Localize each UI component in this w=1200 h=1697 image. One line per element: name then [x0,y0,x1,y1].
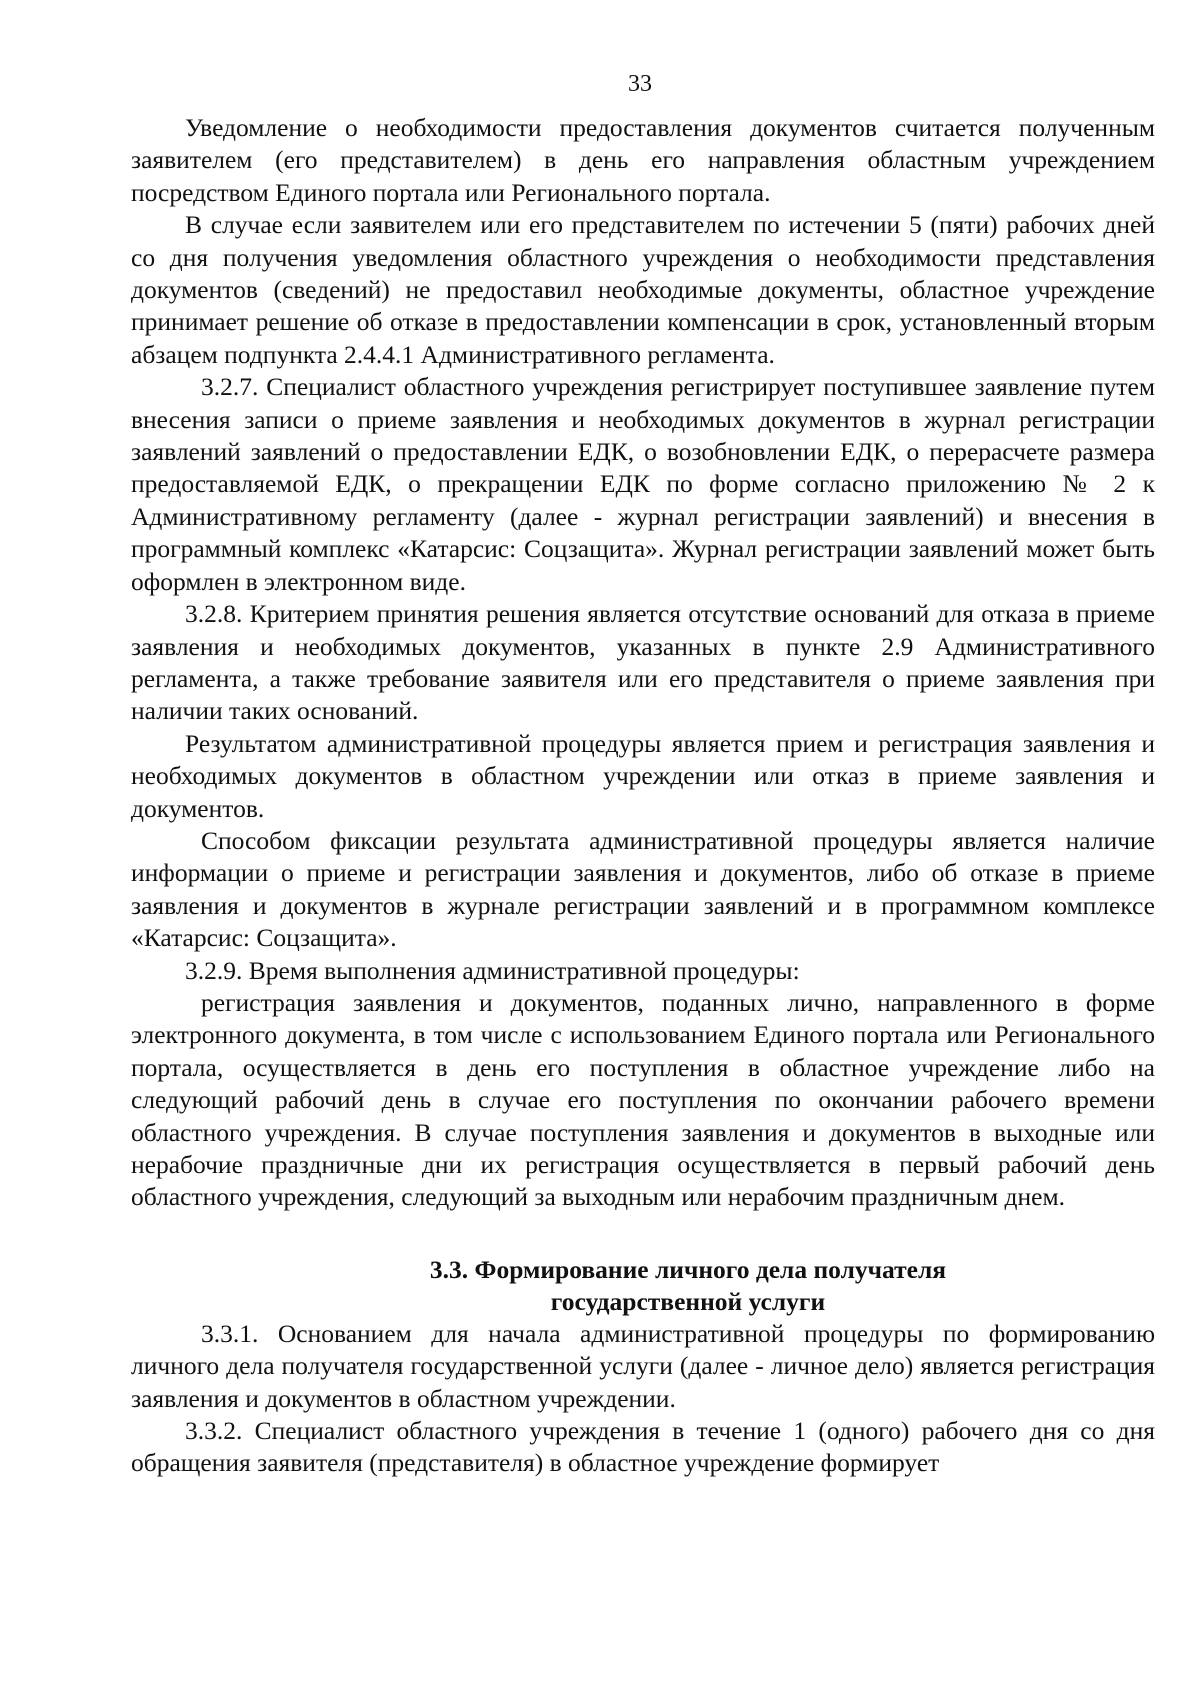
paragraph-3-2-9: 3.2.9. Время выполнения административной процедуры: [185,955,800,985]
paragraph-registration-time: регистрация заявления и документов, поданных лично, направленного в форме электронного документа, в том числе с использованием Единого портала или Регионального портала, осуществляется в день его поступления в областное учреждение либо на следующий рабочий день в случае его поступления по окончании рабочего времени областного учреждения. В случае поступления заявления и документов в выходные или нерабочие праздничные дни их регистрация осуществляется в первый рабочий день областного учреждения, следующий за выходным или нерабочим праздничным днем. [131,987,1155,1212]
paragraph-notice-received: Уведомление о необходимости предоставления документов считается полученным заявителем (его представителем) в день его направления областным учреждением посредством Единого портала или Регионального портала. [131,113,1155,207]
page-number: 33 [628,71,652,97]
paragraph-result: Результатом административной процедуры является прием и регистрация заявления и необходимых документов в областном учреждении или отказ в приеме заявления и документов. [131,728,1155,823]
paragraph-fixation-method: Способом фиксации результата административной процедуры является наличие информации о приеме и регистрации заявления и документов, либо об отказе в приеме заявления и документов в журнале регистрации заявлений и в программном комплексе «Катарсис: Соцзащита». [131,825,1155,953]
document-body [131,112,1155,1480]
paragraph-refusal-condition: В случае если заявителем или его представителем по истечении 5 (пяти) рабочих дней со дня получения уведомления областного учреждения о необходимости представления документов (сведений) не предоставил необходимые документы, областное учреждение принимает решение об отказе в предоставлении компенсации в срок, установленный вторым абзацем подпункта 2.4.4.1 Административного регламента. [131,210,1155,369]
paragraph-3-3-2: 3.3.2. Специалист областного учреждения в течение 1 (одного) рабочего дня со дня обращения заявителя (представителя) в областное учреждение формирует [131,1416,1155,1478]
section-heading-line-2: государственной услуги [550,1286,826,1316]
section-heading-3-3 [131,1254,1155,1318]
paragraph-3-2-8: 3.2.8. Критерием принятия решения является отсутствие оснований для отказа в приеме заявления и необходимых документов, указанных в пункте 2.9 Административного регламента, а также требование заявителя или его представителя о приеме заявления при наличии таких оснований. [131,599,1155,726]
paragraph-3-2-7: 3.2.7. Специалист областного учреждения регистрирует поступившее заявление путем внесения записи о приеме заявления и необходимых документов в журнал регистрации заявлений заявлений о предоставлении ЕДК, о возобновлении ЕДК, о перерасчете размера предоставляемой ЕДК, о прекращении ЕДК по форме согласно приложению № 2 к Административному регламенту (далее - журнал регистрации заявлений) и внесения в программный комплекс «Катарсис: Соцзащита». Журнал регистрации заявлений может быть оформлен в электронном виде. [131,372,1155,596]
section-heading-line-1: 3.3. Формирование личного дела получателя [429,1254,947,1284]
paragraph-3-3-1: 3.3.1. Основанием для начала административной процедуры по формированию личного дела получателя государственной услуги (далее - личное дело) является регистрация заявления и документов в областном учреждении. [131,1318,1155,1413]
